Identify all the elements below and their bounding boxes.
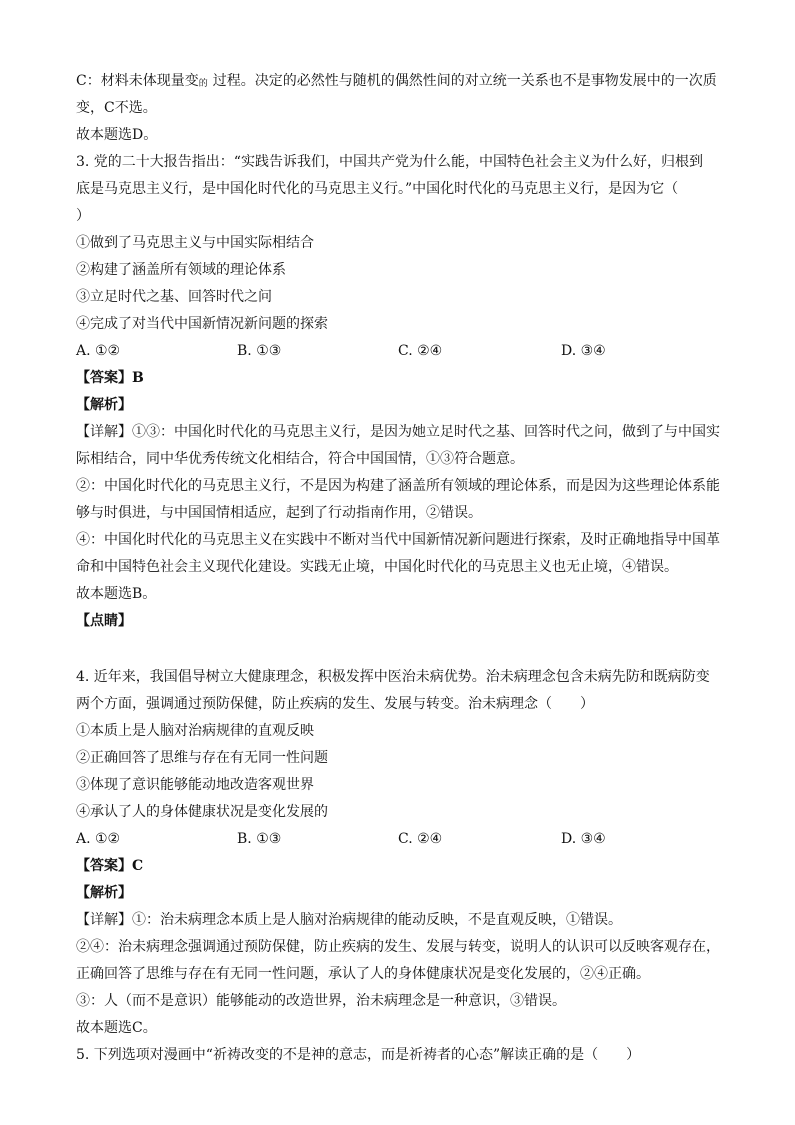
question-4-statement: ③体现了意识能够能动地改造客观世界 [76, 777, 314, 793]
question-3-stem: 底是马克思主义行，是中国化时代化的马克思主义行。”中国化时代化的马克思主义行，是因为它（ [76, 181, 679, 197]
question-5-stem: 5. 下列选项对漫画中“祈祷改变的不是神的意志，而是祈祷者的心态”解读正确的是（ ） [76, 1047, 641, 1063]
question-4-choice-b: B. ①③ [237, 831, 282, 847]
question-3-choice-b: B. ①③ [237, 343, 282, 359]
question-3-detail: ④：中国化时代化的马克思主义在实践中不断对当代中国新情况新问题进行探索，及时正确地指导中国革 [76, 532, 720, 548]
question-4-conclusion: 故本题选C。 [76, 1020, 157, 1036]
question-3-comment-heading: 【点睛】 [76, 613, 132, 629]
question-3-answer: 【答案】B [76, 370, 144, 386]
question-4-choice-a: A. ①② [76, 831, 121, 847]
question-4-detail: 正确回答了思维与存在有无同一性问题，承认了人的身体健康状况是变化发展的，②④正确。 [76, 966, 650, 982]
question-4-statement: ②正确回答了思维与存在有无同一性问题 [76, 750, 328, 766]
text-line [76, 72, 717, 90]
question-4-answer: 【答案】C [76, 858, 144, 874]
question-3-detail: 【详解】①③：中国化时代化的马克思主义行，是因为她立足时代之基、回答时代之问，做到了与中国实 [76, 424, 720, 440]
question-3-stem: ） [76, 208, 90, 224]
question-4-statement: ④承认了人的身体健康状况是变化发展的 [76, 804, 328, 820]
question-3-statement: ③立足时代之基、回答时代之问 [76, 289, 272, 305]
text-segment: C：材料未体现量变 [76, 73, 199, 89]
text-line: 变，C不选。 [76, 100, 157, 116]
question-3-choice-a: A. ①② [76, 343, 121, 359]
text-segment: 过程。决定的必然性与随机的偶然性间的对立统一关系也不是事物发展中的一次质 [212, 73, 717, 89]
superscript-note: 的 [198, 79, 208, 89]
question-3-conclusion: 故本题选B。 [76, 586, 157, 602]
question-3-statement: ①做到了马克思主义与中国实际相结合 [76, 235, 314, 251]
question-3-detail: ②：中国化时代化的马克思主义行，不是因为构建了涵盖所有领域的理论体系，而是因为这些理论体系能 [76, 478, 720, 494]
question-4-choice-c: C. ②④ [398, 831, 443, 847]
question-4-detail: ③：人（而不是意识）能够能动的改造世界，治未病理念是一种意识，③错误。 [76, 993, 566, 1009]
question-3-detail: 命和中国特色社会主义现代化建设。实践无止境，中国化时代化的马克思主义也无止境，④错误。 [76, 559, 678, 575]
question-3-stem: 3. 党的二十大报告指出：“实践告诉我们，中国共产党为什么能，中国特色社会主义为什么好，归根到 [76, 154, 703, 170]
question-4-stem: 两个方面，强调通过预防保健，防止疾病的发生、发展与转变。治未病理念（ ） [76, 696, 594, 712]
text-line: 故本题选D。 [76, 127, 158, 143]
question-3-statement: ②构建了涵盖所有领域的理论体系 [76, 262, 286, 278]
question-3-choice-d: D. ③④ [561, 343, 606, 359]
question-3-statement: ④完成了对当代中国新情况新问题的探索 [76, 316, 328, 332]
question-4-choice-d: D. ③④ [561, 831, 606, 847]
question-4-detail: ②④：治未病理念强调通过预防保健，防止疾病的发生、发展与转变，说明人的认识可以反映客观存在， [76, 939, 720, 955]
question-3-detail: 际相结合，同中华优秀传统文化相结合，符合中国国情，①③符合题意。 [76, 451, 524, 467]
question-3-analysis-heading: 【解析】 [76, 397, 132, 413]
question-3-choice-c: C. ②④ [398, 343, 443, 359]
question-4-stem: 4. 近年来，我国倡导树立大健康理念，积极发挥中医治未病优势。治未病理念包含未病先防和既病防变 [76, 669, 710, 685]
question-4-statement: ①本质上是人脑对治病规律的直观反映 [76, 723, 314, 739]
question-3-detail: 够与时俱进，与中国国情相适应，起到了行动指南作用，②错误。 [76, 505, 482, 521]
question-4-analysis-heading: 【解析】 [76, 885, 132, 901]
question-4-detail: 【详解】①：治未病理念本质上是人脑对治病规律的能动反映，不是直观反映，①错误。 [76, 912, 622, 928]
